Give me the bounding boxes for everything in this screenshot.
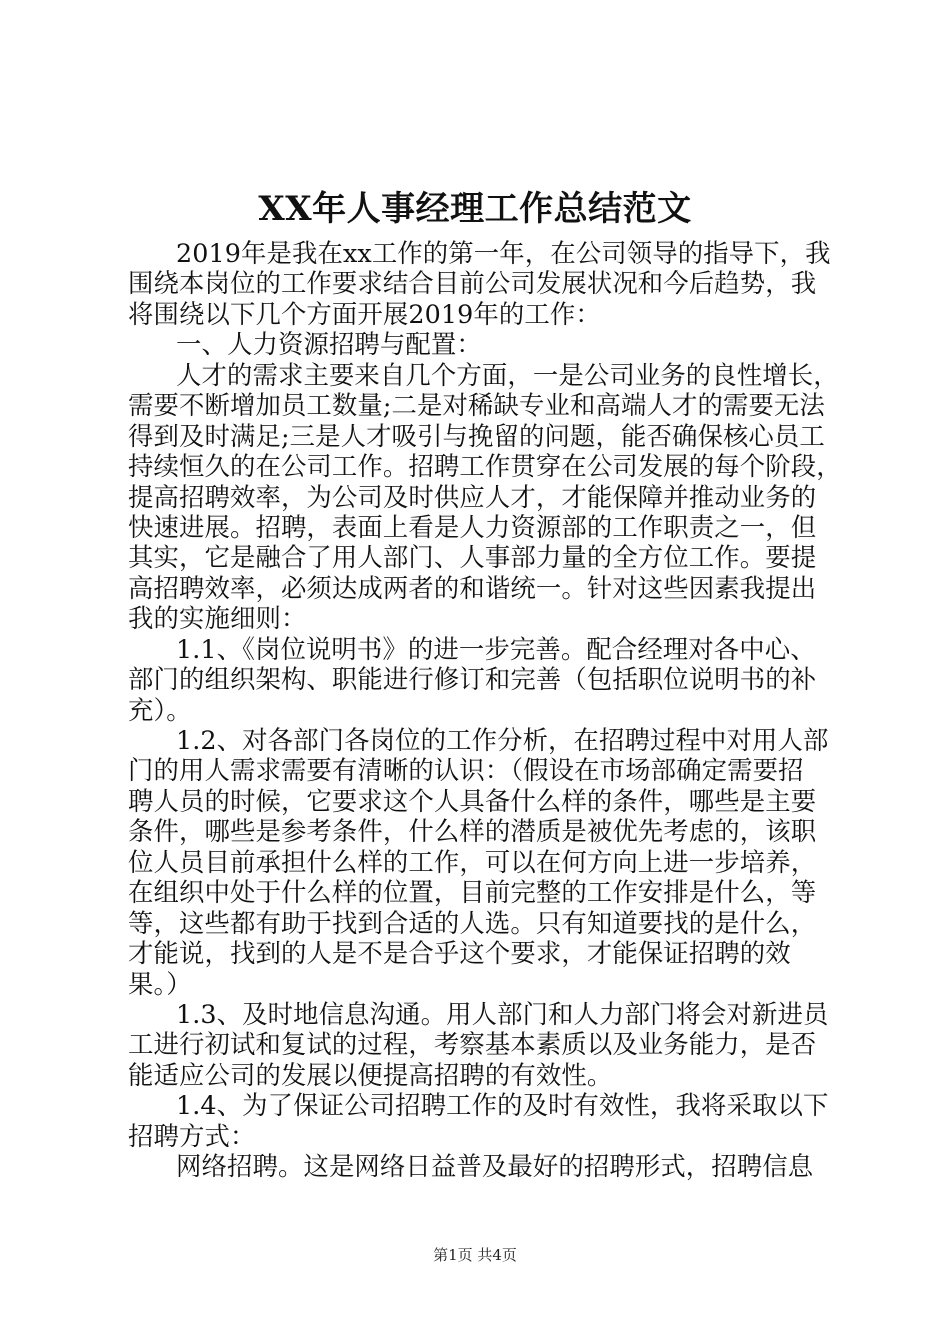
text-line: 将围绕以下几个方面开展2019年的工作：	[128, 298, 601, 329]
text-line: 位人员目前承担什么样的工作，可以在何方向上进一步培养，	[128, 846, 817, 877]
text-line: 围绕本岗位的工作要求结合目前公司发展状况和今后趋势，我	[128, 268, 817, 299]
text-line: 人才的需求主要来自几个方面，一是公司业务的良性增长，	[176, 359, 839, 390]
text-line: 门的用人需求需要有清晰的认识：（假设在市场部确定需要招	[128, 755, 804, 786]
text-line: 我的实施细则：	[128, 603, 307, 634]
text-line: 2019年是我在xx工作的第一年，在公司领导的指导下，我	[176, 238, 831, 268]
text-line: 1.3、及时地信息沟通。用人部门和人力部门将会对新进员	[176, 998, 829, 1029]
text-line: 部门的组织架构、职能进行修订和完善（包括职位说明书的补	[128, 664, 817, 695]
text-line: 1.4、为了保证公司招聘工作的及时有效性，我将采取以下	[176, 1090, 829, 1121]
text-line: 能适应公司的发展以便提高招聘的有效性。	[128, 1059, 613, 1090]
text-line: 快速进展。招聘，表面上看是人力资源部的工作职责之一，但	[128, 511, 817, 542]
document-title: XX年人事经理工作总结范文	[258, 189, 692, 229]
text-line: 等，这些都有助于找到合适的人选。只有知道要找的是什么，	[128, 907, 817, 938]
text-line: 提高招聘效率，为公司及时供应人才，才能保障并推动业务的	[128, 481, 817, 512]
page-footer: 第1页 共4页	[433, 1246, 517, 1264]
text-line: 持续恒久的在公司工作。招聘工作贯穿在公司发展的每个阶段，	[128, 451, 842, 482]
text-line: 条件，哪些是参考条件，什么样的潜质是被优先考虑的，该职	[128, 816, 817, 847]
text-line: 得到及时满足;三是人才吸引与挽留的问题，能否确保核心员工	[128, 420, 825, 451]
text-line: 1.1、《岗位说明书》的进一步完善。配合经理对各中心、	[176, 633, 816, 664]
text-line: 招聘方式：	[128, 1120, 256, 1151]
text-line: 果。）	[128, 968, 192, 999]
text-line: 网络招聘。这是网络日益普及最好的招聘形式，招聘信息	[176, 1151, 814, 1182]
text-line: 聘人员的时候，它要求这个人具备什么样的条件，哪些是主要	[128, 785, 817, 816]
text-line: 在组织中处于什么样的位置，目前完整的工作安排是什么，等	[128, 877, 817, 908]
text-line: 需要不断增加员工数量;二是对稀缺专业和高端人才的需要无法	[128, 390, 825, 421]
text-line: 高招聘效率，必须达成两者的和谐统一。针对这些因素我提出	[128, 572, 817, 603]
text-line: 工进行初试和复试的过程，考察基本素质以及业务能力，是否	[128, 1029, 817, 1060]
document-body	[128, 238, 842, 1182]
text-line: 才能说，找到的人是不是合乎这个要求，才能保证招聘的效	[128, 938, 791, 969]
text-line: 充）。	[128, 694, 192, 725]
text-line: 一、人力资源招聘与配置：	[176, 329, 482, 360]
text-line: 其实，它是融合了用人部门、人事部力量的全方位工作。要提	[128, 542, 817, 573]
text-line: 1.2、对各部门各岗位的工作分析，在招聘过程中对用人部	[176, 725, 829, 755]
